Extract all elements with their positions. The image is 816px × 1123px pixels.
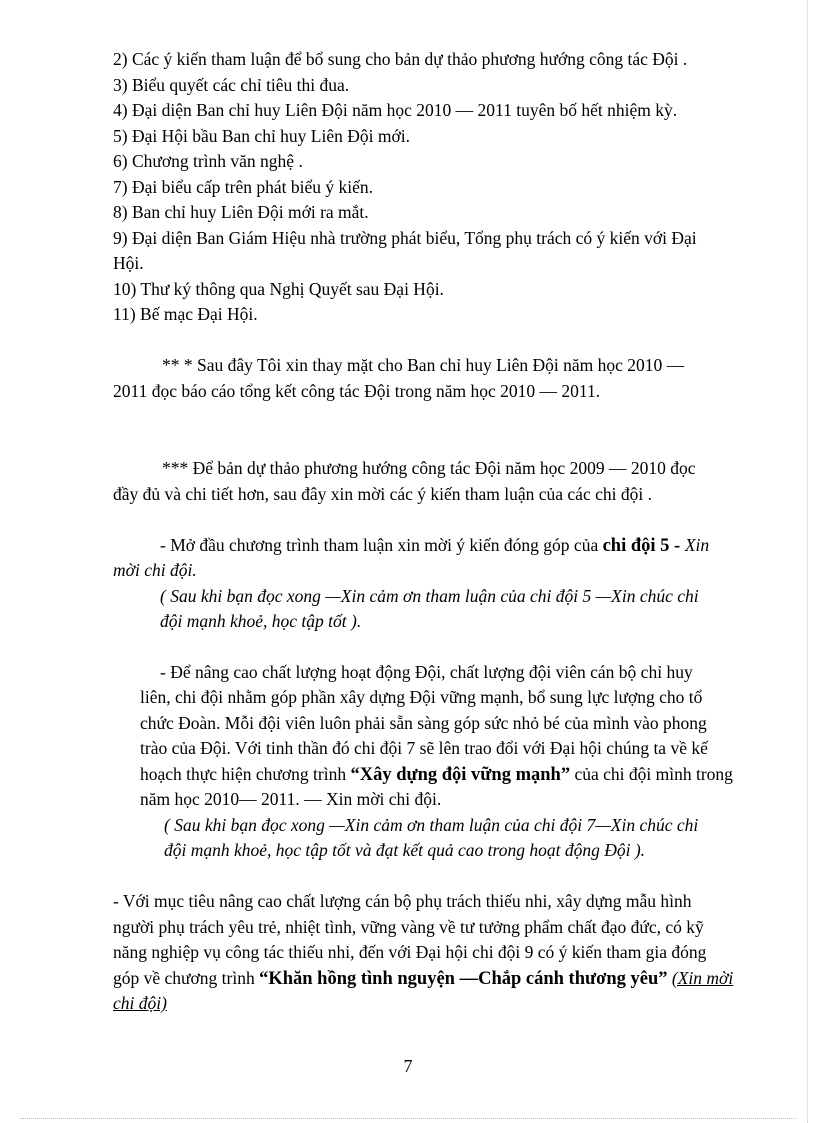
page-border-bottom bbox=[20, 1118, 796, 1119]
agenda-item: 2) Các ý kiến tham luận để bổ sung cho bản dự thảo phương hướng công tác Đội . bbox=[113, 49, 688, 69]
text-line: trào của Đội. Với tinh thần đó chi đội 7 sẽ lên trao đổi với Đại hội chúng ta về kế bbox=[140, 738, 708, 758]
text-line bbox=[140, 763, 733, 786]
text-span: của chi đội mình trong bbox=[570, 764, 733, 784]
note-line: ( Sau khi bạn đọc xong —Xin cảm ơn tham luận của chi đội 7—Xin chúc chi bbox=[164, 815, 699, 835]
text-line bbox=[113, 967, 733, 990]
text-line: người phụ trách yêu trẻ, nhiệt tình, vững vàng về tư tưởng phẩm chất đạo đức, có kỹ bbox=[113, 917, 704, 937]
page-number: 7 bbox=[403, 1056, 413, 1076]
text-line: *** Để bản dự thảo phương hướng công tác Đội năm học 2009 — 2010 đọc bbox=[162, 458, 696, 478]
invite-text: Xin bbox=[684, 535, 710, 555]
agenda-item: 11) Bế mạc Đại Hội. bbox=[113, 304, 258, 324]
agenda-item: 9) Đại diện Ban Giám Hiệu nhà trường phát biểu, Tổng phụ trách có ý kiến với Đại bbox=[113, 228, 697, 248]
intro-text: - Mở đầu chương trình tham luận xin mời ý kiến đóng góp của bbox=[160, 535, 603, 555]
text-span: góp về chương trình bbox=[113, 968, 260, 988]
note-line: đội mạnh khoẻ, học tập tốt và đạt kết quả cao trong hoạt động Đội ). bbox=[164, 840, 646, 860]
note-line: ( Sau khi bạn đọc xong —Xin cảm ơn tham luận của chi đội 5 —Xin chúc chi bbox=[160, 586, 699, 606]
text-line: năng nghiệp vụ công tác thiếu nhi, đến với Đại hội chi đội 9 có ý kiến tham gia đóng bbox=[113, 942, 707, 962]
text-line: liên, chi đội nhằm góp phần xây dựng Đội vững mạnh, bổ sung lực lượng cho tổ bbox=[140, 687, 703, 707]
text-span: hoạch thực hiện chương trình bbox=[140, 764, 351, 784]
agenda-item: 10) Thư ký thông qua Nghị Quyết sau Đại Hội. bbox=[113, 279, 444, 299]
agenda-item: 6) Chương trình văn nghệ . bbox=[113, 151, 303, 171]
text-line: - Với mục tiêu nâng cao chất lượng cán bộ phụ trách thiếu nhi, xây dựng mẫu hình bbox=[113, 891, 692, 911]
text-line: ** * Sau đây Tôi xin thay mặt cho Ban chỉ huy Liên Đội năm học 2010 — bbox=[162, 355, 685, 375]
chi-doi-5-label: chi đội 5 - bbox=[602, 536, 685, 556]
agenda-item: 7) Đại biểu cấp trên phát biểu ý kiến. bbox=[113, 177, 373, 197]
text-line: 2011 đọc báo cáo tổng kết công tác Đội trong năm học 2010 — 2011. bbox=[113, 381, 601, 401]
agenda-item: 3) Biểu quyết các chỉ tiêu thi đua. bbox=[113, 75, 350, 95]
page-border-right bbox=[807, 0, 808, 1123]
agenda-item: 5) Đại Hội bầu Ban chỉ huy Liên Đội mới. bbox=[113, 126, 410, 146]
note-line: đội mạnh khoẻ, học tập tốt ). bbox=[160, 611, 362, 631]
program-title: “Xây dựng đội vững mạnh” bbox=[350, 765, 571, 785]
text-line: đầy đủ và chi tiết hơn, sau đây xin mời các ý kiến tham luận của các chi đội . bbox=[113, 484, 652, 504]
agenda-item: 8) Ban chỉ huy Liên Đội mới ra mắt. bbox=[113, 202, 369, 222]
invite-text: (Xin mời bbox=[671, 968, 734, 988]
text-line bbox=[160, 534, 709, 557]
agenda-item: 4) Đại diện Ban chỉ huy Liên Đội năm học 2010 — 2011 tuyên bố hết nhiệm kỳ. bbox=[113, 100, 678, 120]
program-title: “Khăn hồng tình nguyện —Chắp cánh thương yêu” bbox=[259, 969, 668, 989]
text-line: năm học 2010— 2011. — Xin mời chi đội. bbox=[140, 789, 442, 809]
invite-text: chi đội) bbox=[113, 993, 167, 1013]
agenda-item: Hội. bbox=[113, 253, 144, 273]
text-line: chức Đoàn. Mỗi đội viên luôn phải sẵn sàng góp sức nhỏ bé của mình vào phong bbox=[140, 713, 707, 733]
text-line: - Để nâng cao chất lượng hoạt động Đội, chất lượng đội viên cán bộ chỉ huy bbox=[160, 662, 693, 682]
invite-text: mời chi đội. bbox=[113, 560, 197, 580]
